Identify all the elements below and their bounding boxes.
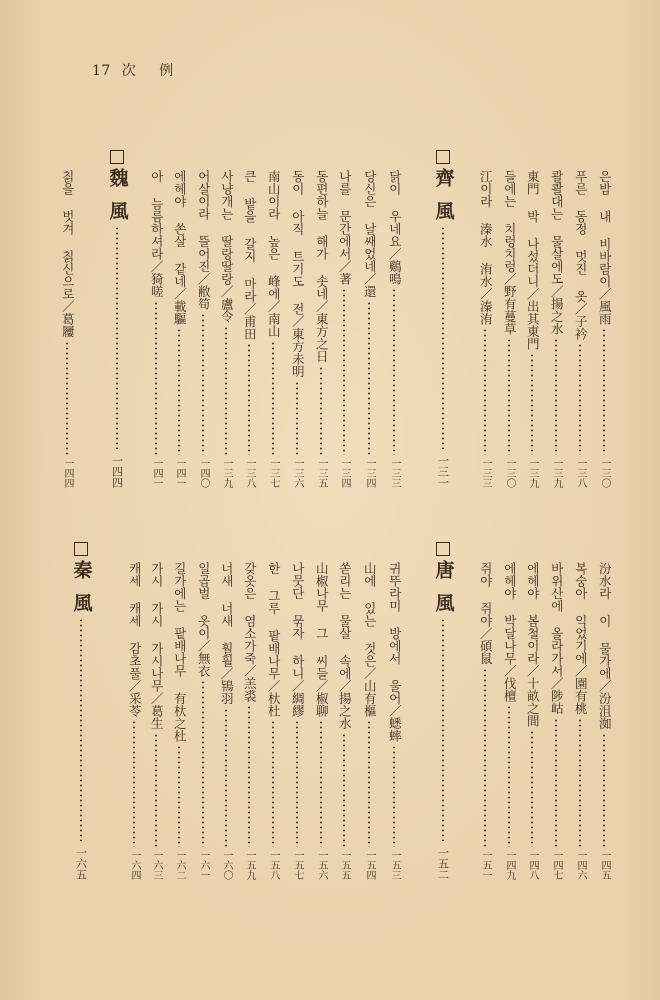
entry-title: 닭이 우네요／鷄鳴 bbox=[387, 170, 403, 285]
toc-entry bbox=[383, 170, 405, 488]
toc-entry bbox=[521, 562, 543, 880]
page-ref: 一三六 bbox=[292, 458, 303, 488]
page-ref: 一三八 bbox=[575, 458, 586, 488]
dot-leader bbox=[579, 343, 581, 455]
page-ref: 一三〇 bbox=[504, 458, 515, 488]
entry-title: 한 그루 팥배나무／杕杜 bbox=[266, 562, 282, 717]
page-ref: 一四四 bbox=[62, 458, 73, 488]
dot-leader bbox=[508, 705, 510, 847]
dot-leader bbox=[202, 313, 204, 455]
dot-leader bbox=[603, 733, 605, 848]
dot-leader bbox=[272, 720, 274, 847]
dot-leader bbox=[393, 745, 395, 847]
entry-title: 東門 박 나섰더니／出其東門 bbox=[525, 170, 541, 350]
toc-entry bbox=[286, 562, 308, 880]
page-ref: 一四一 bbox=[174, 458, 185, 488]
page-ref: 一六二 bbox=[174, 850, 185, 880]
toc-entry bbox=[358, 562, 380, 880]
dot-leader bbox=[508, 338, 510, 455]
dot-leader bbox=[296, 381, 298, 456]
section-title: 唐 bbox=[432, 560, 455, 579]
entry-title: 길가에는 팥배나무 有杕之杜 bbox=[172, 562, 188, 742]
entry-title: 南山이라 높은 峰에／南山 bbox=[266, 170, 282, 338]
dot-leader bbox=[133, 720, 135, 847]
dot-leader bbox=[155, 733, 157, 848]
page-ref: 一五四 bbox=[364, 850, 375, 880]
entry-title: 에헤야 쏜살 같네／載驅 bbox=[172, 170, 188, 325]
section-box-mark bbox=[436, 542, 450, 556]
section-box-mark bbox=[74, 542, 88, 556]
toc-entry bbox=[262, 170, 284, 488]
dot-leader bbox=[484, 328, 486, 455]
entry-title: 동편하늘 해가 솟네／東方之日 bbox=[314, 170, 330, 363]
page-ref: 一三九 bbox=[527, 458, 538, 488]
section-title-suffix: 風 bbox=[106, 201, 129, 220]
toc-entry bbox=[123, 562, 145, 880]
page-ref: 一六一 bbox=[198, 850, 209, 880]
entry-title: 가시 가시 가시나무／葛生 bbox=[149, 562, 165, 730]
page-ref: 一三〇 bbox=[599, 458, 610, 488]
toc-entry bbox=[192, 562, 214, 880]
entry-title: 칡을 벗겨 칡신으로／葛屨 bbox=[60, 170, 76, 338]
entry-title: 동이 아직 트기도 전／東方未明 bbox=[290, 170, 306, 378]
toc-entry bbox=[56, 170, 78, 488]
header-title-1: 次 bbox=[121, 63, 137, 79]
page-ref: 一五七 bbox=[292, 850, 303, 880]
toc-entry bbox=[238, 562, 260, 880]
entry-title: 복숭아 익었기에／園有桃 bbox=[573, 562, 589, 715]
toc-entry bbox=[569, 562, 591, 880]
dot-leader bbox=[531, 730, 533, 847]
entry-title: 귀뚜라미 방에서 울어／蟋蟀 bbox=[387, 562, 403, 742]
page-ref: 一五一 bbox=[480, 850, 491, 880]
toc-entry bbox=[333, 562, 355, 880]
entry-title: 쥐야 쥐야／碩鼠 bbox=[478, 562, 494, 665]
dot-leader bbox=[248, 705, 250, 847]
toc-entry bbox=[569, 170, 591, 488]
toc-entry bbox=[192, 170, 214, 488]
entry-title: 쏟리는 물살 속에／揚之水 bbox=[337, 562, 353, 730]
toc-entry bbox=[333, 170, 355, 488]
dot-leader bbox=[368, 720, 370, 847]
entry-title: 山에 있는 것은／山有樞 bbox=[362, 562, 378, 717]
toc-entry bbox=[593, 170, 615, 488]
entry-title: 콸콸대는 물살에도／揚之水 bbox=[549, 170, 565, 335]
dot-leader bbox=[603, 328, 605, 455]
dot-leader bbox=[296, 720, 298, 847]
toc-entry bbox=[310, 562, 332, 880]
section-box-mark bbox=[436, 150, 450, 164]
entry-title: 캐세 캐세 감초풀／采苓 bbox=[127, 562, 143, 717]
dot-leader bbox=[484, 668, 486, 848]
page-ref: 一五八 bbox=[268, 850, 279, 880]
entry-title: 당신은 날쌔었네／還 bbox=[362, 170, 378, 298]
page-ref: 一四四 bbox=[110, 455, 124, 488]
dot-leader bbox=[178, 745, 180, 847]
page-ref: 一三四 bbox=[339, 458, 350, 488]
toc-entry bbox=[215, 562, 237, 880]
entry-title: 은밤 내 비바람이／風雨 bbox=[597, 170, 613, 325]
page-ref: 一四九 bbox=[504, 850, 515, 880]
section-title-suffix: 風 bbox=[432, 201, 455, 220]
toc-entry bbox=[310, 170, 332, 488]
toc-entry bbox=[238, 170, 260, 488]
page-number: 17 bbox=[92, 63, 111, 79]
entry-title: 들에는 치렁치렁／野有蔓草 bbox=[502, 170, 518, 335]
toc-entry bbox=[286, 170, 308, 488]
dot-leader bbox=[531, 353, 533, 455]
page-ref: 一三三 bbox=[389, 458, 400, 488]
dot-leader bbox=[320, 366, 322, 456]
dot-leader bbox=[368, 301, 370, 456]
dot-leader bbox=[225, 708, 227, 848]
page-ref: 一四五 bbox=[599, 850, 610, 880]
dot-leader bbox=[442, 226, 444, 449]
dot-leader bbox=[343, 288, 345, 455]
page-ref: 一五二 bbox=[436, 847, 450, 880]
dot-leader bbox=[116, 226, 118, 449]
page-ref: 一三三 bbox=[480, 458, 491, 488]
dot-leader bbox=[155, 301, 157, 456]
page-ref: 一四〇 bbox=[198, 458, 209, 488]
toc-entry bbox=[545, 170, 567, 488]
dot-leader bbox=[202, 680, 204, 847]
entry-title: 바위산에 올라가서／陟岵 bbox=[549, 562, 565, 715]
toc-entry bbox=[215, 170, 237, 488]
page-ref: 一五九 bbox=[244, 850, 255, 880]
entry-title: 江이라 溱水 洧水／溱洧 bbox=[478, 170, 494, 325]
toc-entry bbox=[545, 562, 567, 880]
section-heading bbox=[70, 542, 92, 880]
dot-leader bbox=[272, 341, 274, 456]
entry-title: 에헤야 봄철이라／十畝之間 bbox=[525, 562, 541, 727]
page-ref: 一六〇 bbox=[221, 850, 232, 880]
entry-title: 아 늠름하셔라／猗嗟 bbox=[149, 170, 165, 298]
page-ref: 一六三 bbox=[151, 850, 162, 880]
dot-leader bbox=[80, 618, 82, 841]
entry-title: 어살이라 뜰어진／敝笱 bbox=[196, 170, 212, 310]
entry-title: 나를 문간에서／著 bbox=[337, 170, 353, 285]
page-ref: 一六五 bbox=[74, 847, 88, 880]
dot-leader bbox=[393, 288, 395, 455]
toc-entry bbox=[383, 562, 405, 880]
toc-entry bbox=[593, 562, 615, 880]
page-ref: 一三九 bbox=[551, 458, 562, 488]
page-header bbox=[92, 60, 174, 80]
section-title: 秦 bbox=[70, 560, 93, 579]
section-title-suffix: 風 bbox=[70, 593, 93, 612]
header-title-2: 例 bbox=[159, 63, 174, 79]
page-ref: 一五六 bbox=[316, 850, 327, 880]
entry-title: 갖옷은 염소가죽／羔裘 bbox=[242, 562, 258, 702]
dot-leader bbox=[320, 720, 322, 847]
entry-title: 너새 너새 훨훨／鴇羽 bbox=[219, 562, 235, 705]
dot-leader bbox=[248, 343, 250, 455]
page-ref: 一五三 bbox=[389, 850, 400, 880]
dot-leader bbox=[555, 338, 557, 455]
toc-entry bbox=[145, 170, 167, 488]
entry-title: 푸른 동정 멋진 옷／子衿 bbox=[573, 170, 589, 340]
toc-entry bbox=[474, 170, 496, 488]
section-title: 魏 bbox=[106, 168, 129, 187]
dot-leader bbox=[343, 733, 345, 848]
page-ref: 一三四 bbox=[364, 458, 375, 488]
dot-leader bbox=[555, 718, 557, 848]
entry-title: 에헤야 박달나무／伐檀 bbox=[502, 562, 518, 702]
page-ref: 一四七 bbox=[551, 850, 562, 880]
dot-leader bbox=[225, 326, 227, 456]
entry-title: 일곱벌 옷이／無衣 bbox=[196, 562, 212, 677]
toc-entry bbox=[474, 562, 496, 880]
section-heading bbox=[432, 542, 454, 880]
toc-entry bbox=[168, 562, 190, 880]
dot-leader bbox=[442, 618, 444, 841]
toc-entry bbox=[168, 170, 190, 488]
page-ref: 一三八 bbox=[244, 458, 255, 488]
entry-title: 汾水라 이 물가에／汾沮洳 bbox=[597, 562, 613, 730]
page-ref: 一三五 bbox=[316, 458, 327, 488]
section-heading bbox=[432, 150, 454, 488]
page-ref: 一三一 bbox=[436, 455, 450, 488]
toc-entry bbox=[498, 562, 520, 880]
section-title-suffix: 風 bbox=[432, 593, 455, 612]
dot-leader bbox=[579, 718, 581, 848]
dot-leader bbox=[178, 328, 180, 455]
page-ref: 一三九 bbox=[221, 458, 232, 488]
section-heading bbox=[106, 150, 128, 488]
page-ref: 一四八 bbox=[527, 850, 538, 880]
page-ref: 一六四 bbox=[129, 850, 140, 880]
page-ref: 一四一 bbox=[151, 458, 162, 488]
dot-leader bbox=[66, 341, 68, 456]
entry-title: 사냥개는 딸랑딸랑／盧令 bbox=[219, 170, 235, 323]
entry-title: 山椒나무 그 씨들／椒聊 bbox=[314, 562, 330, 717]
entry-title: 나뭇단 묶자 하니／綢繆 bbox=[290, 562, 306, 717]
page-ref: 一五五 bbox=[339, 850, 350, 880]
toc-entry bbox=[521, 170, 543, 488]
entry-title: 큰 밭을 갈지 마라／甫田 bbox=[242, 170, 258, 340]
section-title: 齊 bbox=[432, 168, 455, 187]
toc-entry bbox=[145, 562, 167, 880]
toc-entry bbox=[358, 170, 380, 488]
page-ref: 一三七 bbox=[268, 458, 279, 488]
toc-entry bbox=[498, 170, 520, 488]
section-box-mark bbox=[110, 150, 124, 164]
page-ref: 一四六 bbox=[575, 850, 586, 880]
toc-entry bbox=[262, 562, 284, 880]
